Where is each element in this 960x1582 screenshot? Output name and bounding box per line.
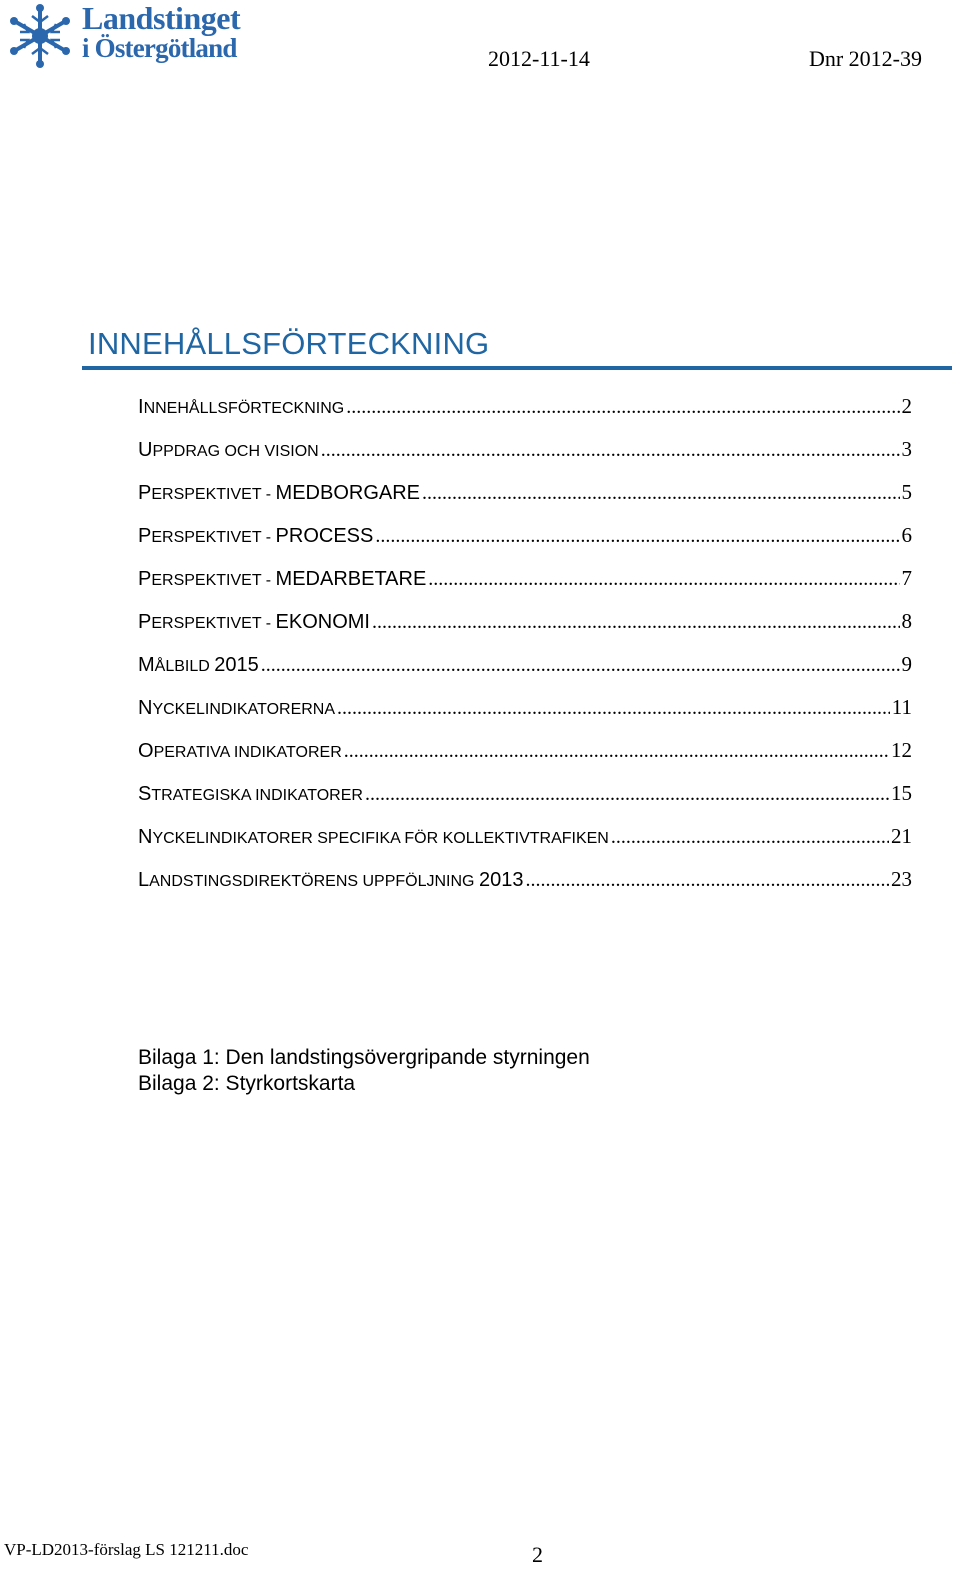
toc-entry[interactable] xyxy=(138,609,912,652)
toc-leader-dots xyxy=(611,826,889,849)
table-of-contents xyxy=(138,394,912,910)
toc-leader-dots xyxy=(261,654,900,677)
toc-entry-label: PERSPEKTIVET - EKONOMI xyxy=(138,611,370,633)
toc-leader-dots xyxy=(428,568,899,591)
toc-entry-label: NYCKELINDIKATORER SPECIFIKA FÖR KOLLEKTIVTRAFIKEN xyxy=(138,826,609,848)
toc-entry-label: LANDSTINGSDIREKTÖRENS UPPFÖLJNING 2013 xyxy=(138,869,524,891)
toc-entry[interactable] xyxy=(138,437,912,480)
toc-entry-label: PERSPEKTIVET - MEDBORGARE xyxy=(138,482,420,504)
toc-entry[interactable] xyxy=(138,523,912,566)
toc-page-number: 21 xyxy=(891,824,912,848)
snowflake-crown-icon xyxy=(6,2,74,68)
toc-leader-dots xyxy=(321,439,900,462)
toc-entry[interactable] xyxy=(138,652,912,695)
footer-page-number: 2 xyxy=(532,1542,543,1567)
toc-leader-dots xyxy=(365,783,889,806)
toc-entry[interactable] xyxy=(138,695,912,738)
toc-entry-label: NYCKELINDIKATORERNA xyxy=(138,697,336,719)
toc-entry-label: UPPDRAG OCH VISION xyxy=(138,439,319,461)
toc-heading: INNEHÅLLSFÖRTECKNING xyxy=(88,326,490,361)
document-reference-number: Dnr 2012-39 xyxy=(808,46,922,71)
toc-page-number: 5 xyxy=(901,480,912,504)
toc-entry[interactable] xyxy=(138,394,912,437)
toc-leader-dots xyxy=(375,525,899,548)
toc-entry[interactable] xyxy=(138,738,912,781)
toc-leader-dots xyxy=(346,396,899,419)
toc-entry-label: PERSPEKTIVET - PROCESS xyxy=(138,525,374,547)
toc-page-number: 12 xyxy=(891,738,912,762)
toc-leader-dots xyxy=(422,482,900,505)
toc-entry-label: STRATEGISKA INDIKATORER xyxy=(138,783,363,805)
appendix-line: Bilaga 2: Styrkortskarta xyxy=(138,1072,356,1095)
toc-page-number: 6 xyxy=(901,523,912,547)
toc-page-number: 23 xyxy=(891,867,912,891)
toc-leader-dots xyxy=(525,869,889,892)
logo-wordmark-line1: Landstinget xyxy=(82,0,241,36)
toc-entry[interactable] xyxy=(138,867,912,910)
toc-leader-dots xyxy=(372,611,900,634)
toc-entry-label: PERSPEKTIVET - MEDARBETARE xyxy=(138,568,427,590)
logo-wordmark-line2: i Östergötland xyxy=(82,33,237,63)
toc-entry[interactable] xyxy=(138,781,912,824)
toc-page-number: 8 xyxy=(901,609,912,633)
toc-entry[interactable] xyxy=(138,480,912,523)
organization-logo xyxy=(6,2,286,68)
toc-page-number: 3 xyxy=(901,437,912,461)
toc-page-number: 15 xyxy=(891,781,912,805)
appendix-line: Bilaga 1: Den landstingsövergripande styrningen xyxy=(138,1046,590,1069)
toc-entry-label: INNEHÅLLSFÖRTECKNING xyxy=(138,396,345,418)
footer-filename: VP-LD2013-förslag LS 121211.doc xyxy=(4,1540,249,1559)
heading-divider xyxy=(82,366,952,370)
toc-leader-dots xyxy=(337,697,890,720)
toc-page-number: 9 xyxy=(901,652,912,676)
toc-entry[interactable] xyxy=(138,566,912,609)
toc-leader-dots xyxy=(344,740,889,763)
toc-page-number: 7 xyxy=(901,566,912,590)
toc-page-number: 11 xyxy=(891,695,912,719)
toc-page-number: 2 xyxy=(901,394,912,418)
toc-entry-label: MÅLBILD 2015 xyxy=(138,654,259,676)
document-date: 2012-11-14 xyxy=(488,46,590,71)
toc-entry-label: OPERATIVA INDIKATORER xyxy=(138,740,342,762)
toc-entry[interactable] xyxy=(138,824,912,867)
